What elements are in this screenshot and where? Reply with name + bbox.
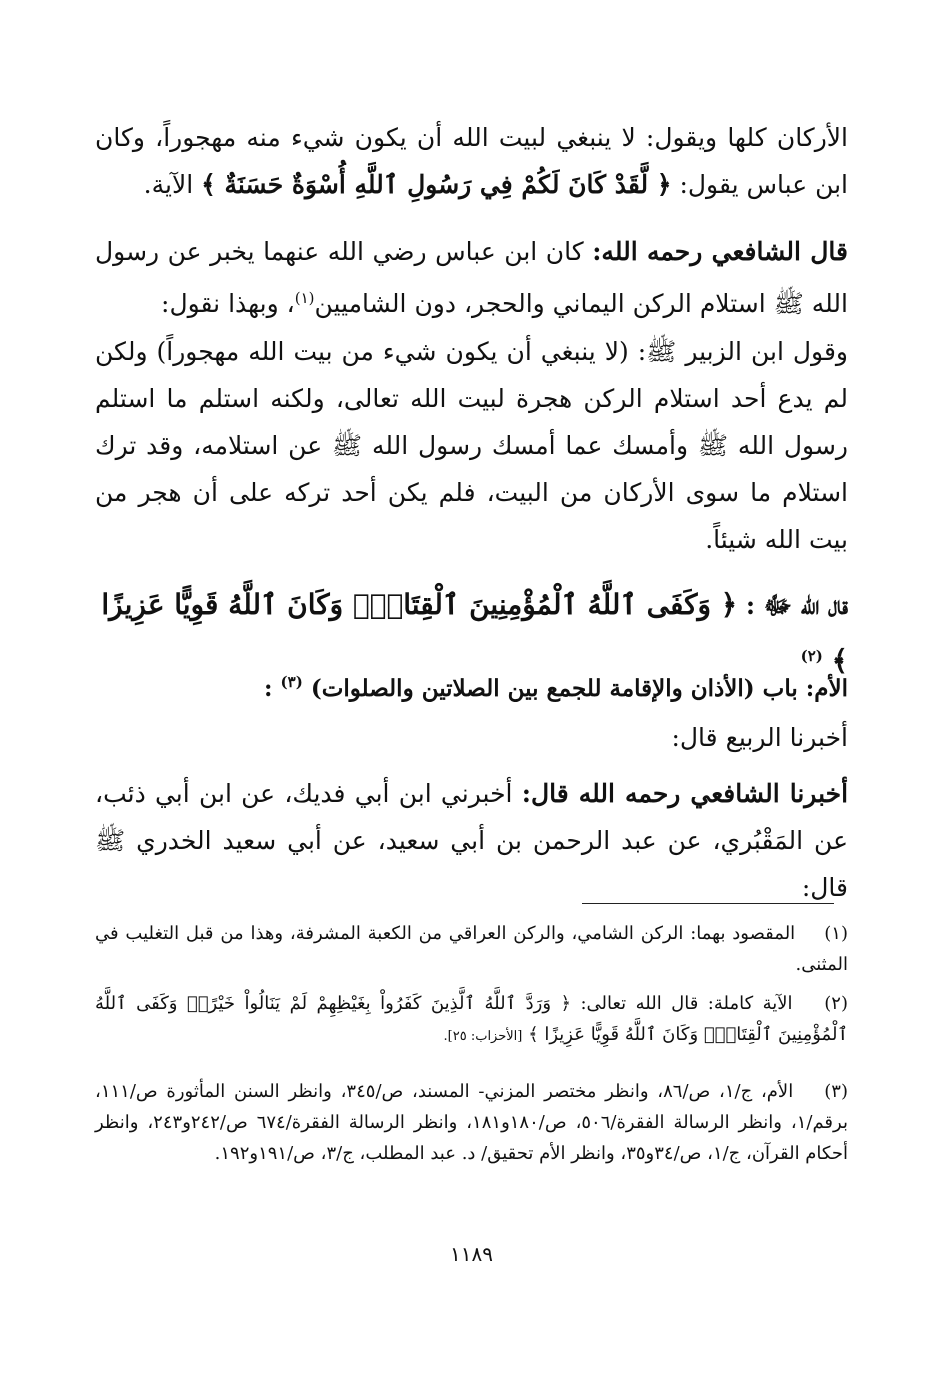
verse-lead: قال الله ﷻ : [745, 591, 848, 620]
chapter-tail: : [264, 675, 273, 702]
paragraph-2 [95, 228, 848, 327]
footnote-ref-3[interactable]: (٣) [280, 673, 303, 691]
footnote-2 [95, 988, 848, 1052]
page-number: ١١٨٩ [450, 1242, 493, 1266]
footnote-1 [95, 918, 848, 980]
footnote-2-source: [الأحزاب: ٢٥]. [443, 1029, 523, 1044]
paragraph-3 [95, 328, 848, 563]
paragraph-5-text: أخبرني ابن أبي فديك، عن ابن أبي ذئب، عن المَقْبُري، عن عبد الرحمن بن أبي سعيد، عن أبي سعيد الخدري ﷺ قال: [95, 779, 848, 902]
paragraph-2-tail: ، وبهذا نقول: [161, 289, 295, 318]
footnote-2-number: (٢) [824, 993, 848, 1014]
chapter-heading [95, 660, 848, 711]
paragraph-5 [95, 770, 848, 911]
paragraph-1 [95, 114, 848, 208]
footnote-3-number: (٣) [824, 1081, 848, 1102]
footnote-1-number: (١) [824, 923, 848, 944]
footnote-ref-1[interactable]: (١) [294, 289, 315, 307]
paragraph-2-lead: قال الشافعي رحمه الله: [592, 237, 848, 266]
quran-verse: ﴿ وَكَفَى ٱللَّهُ ٱلْمُؤْمِنِينَ ٱلْقِتَالَۚ وَكَانَ ٱللَّهُ قَوِيًّا عَزِيزًا ﴾ [101, 588, 848, 677]
footnote-3 [95, 1076, 848, 1169]
chapter-title: الأم: باب (الأذان والإقامة للجمع بين الصلاتين والصلوات) [310, 675, 848, 702]
footnote-1-text: المقصود بهما: الركن الشامي، والركن العراقي من الكعبة المشرفة، وهذا من قبل التغليب في المثنى. [95, 923, 848, 975]
paragraph-1-tail: الآية. [143, 170, 194, 199]
paragraph-4-text: أخبرنا الربيع قال: [671, 723, 848, 752]
paragraph-2-text: كان ابن عباس رضي الله عنهما يخبر عن رسول الله ﷺ استلام الركن اليماني والحجر، دون الشاميين [95, 237, 848, 318]
footnote-3-text: الأم، ج/١، ص/٨٦، وانظر مختصر المزني- المسند، ص/٣٤٥، وانظر السنن المأثورة ص/١١١، برقم/١، وانظر الرسالة الفقرة/٥٠٦، ص/١٨٠و١٨١، وانظر الرسالة الفقرة/٦٧٤ ص/٢٤٢و٢٤٣، وانظر أحكام القرآن، ج/١، ص/٣٤و٣٥، وانظر الأم تحقيق/ د. عبد المطلب، ج/٣، ص/١٩١و١٩٢. [95, 1081, 848, 1164]
footnote-2-text: الآية كاملة: قال الله تعالى: ﴿ وَرَدَّ ٱللَّهُ ٱلَّذِينَ كَفَرُواْ بِغَيْظِهِمْ لَمْ يَنَالُواْ خَيْرًاۚ وَكَفَى ٱللَّهُ ٱلْمُؤْمِنِينَ ٱلْقِتَالَۚ وَكَانَ ٱللَّهُ قَوِيًّا عَزِيزًا ﴾ [95, 993, 848, 1045]
paragraph-1-text: الأركان كلها ويقول: لا ينبغي لبيت الله أن يكون شيء منه مهجوراً، وكان ابن عباس يقول: [95, 123, 848, 199]
quran-quote-1: ﴿ لَّقَدْ كَانَ لَكُمْ فِي رَسُولِ ٱللَّهِ أُسْوَةٌ حَسَنَةٌ ﴾ [201, 170, 672, 199]
paragraph-3-text: وقول ابن الزبير ﷺ: (لا ينبغي أن يكون شيء من بيت الله مهجوراً) ولكن لم يدع أحد استلام الركن هجرة لبيت الله تعالى، ولكنه استلم ما استلم رسول الله ﷺ وأمسك عما أمسك رسول الله ﷺ عن استلامه، وقد ترك استلام ما سوى الأركان من البيت، فلم يكن أحد تركه على أن هجر من بيت الله شيئاً. [95, 337, 848, 554]
footnote-ref-2[interactable]: (٢) [800, 647, 823, 665]
paragraph-5-lead: أخبرنا الشافعي رحمه الله قال: [521, 779, 849, 808]
footnote-separator [582, 903, 834, 904]
paragraph-4 [95, 714, 848, 761]
